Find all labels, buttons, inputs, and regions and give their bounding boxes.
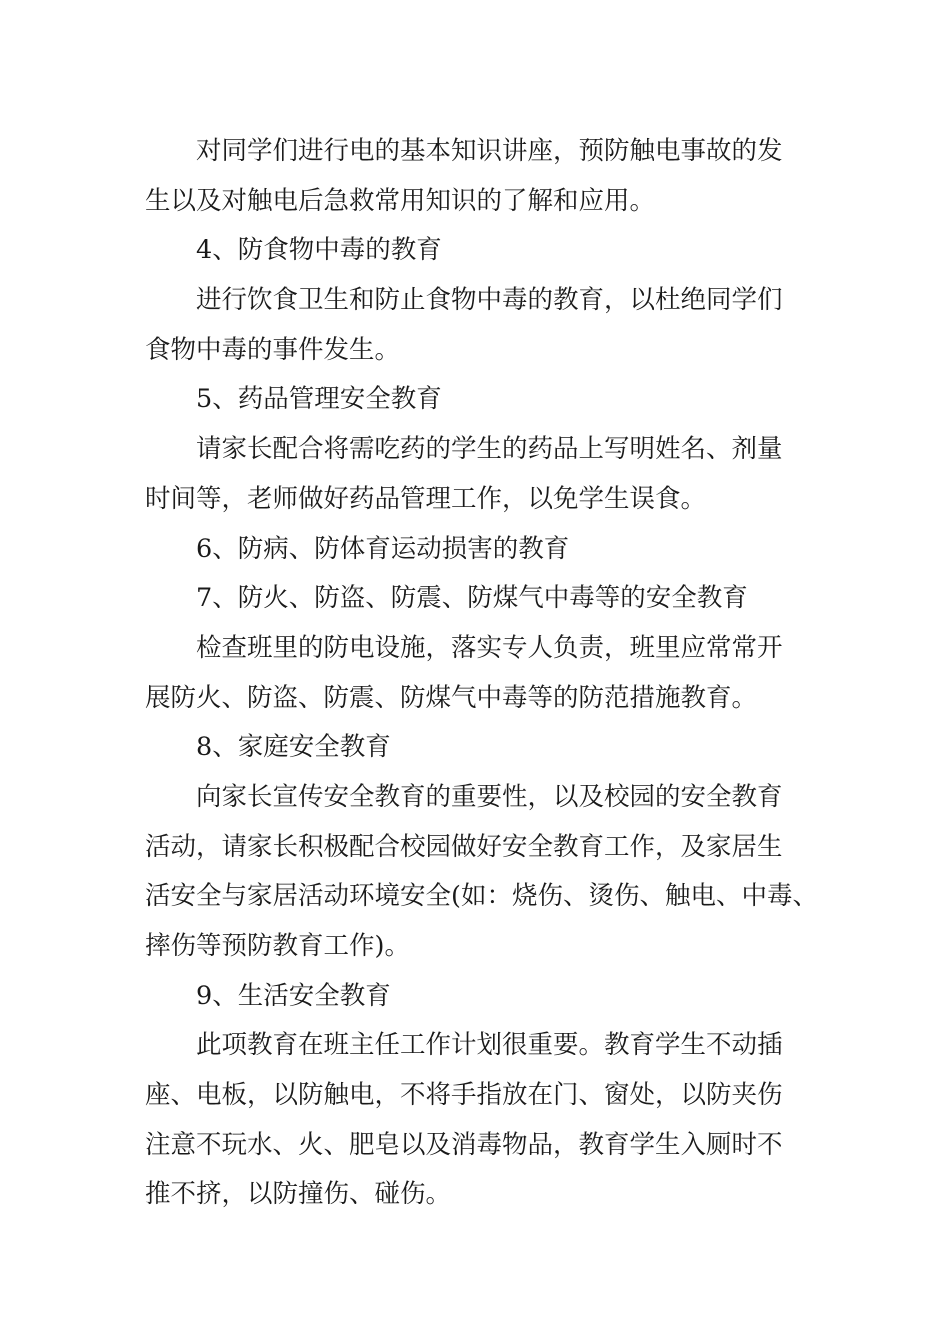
text-line: 展防火、防盗、防震、防煤气中毒等的防范措施教育。 bbox=[145, 682, 758, 713]
section-heading: 4、防食物中毒的教育 bbox=[196, 235, 442, 266]
text-line: 座、电板，以防触电，不将手指放在门、窗处，以防夹伤 bbox=[145, 1080, 783, 1111]
text-line: 活动，请家长积极配合校园做好安全教育工作，及家居生 bbox=[145, 831, 783, 862]
text-line: 生以及对触电后急救常用知识的了解和应用。 bbox=[145, 185, 656, 216]
text-line: 时间等，老师做好药品管理工作，以免学生误食。 bbox=[145, 483, 707, 514]
text-line: 注意不玩水、火、肥皂以及消毒物品，教育学生入厕时不 bbox=[145, 1129, 783, 1160]
document-body bbox=[145, 127, 825, 1220]
section-heading: 6、防病、防体育运动损害的教育 bbox=[196, 533, 570, 564]
text-line: 推不挤，以防撞伤、碰伤。 bbox=[145, 1179, 452, 1210]
text-line: 此项教育在班主任工作计划很重要。教育学生不动插 bbox=[196, 1030, 783, 1061]
section-heading: 7、防火、防盗、防震、防煤气中毒等的安全教育 bbox=[196, 583, 748, 614]
text-line: 请家长配合将需吃药的学生的药品上写明姓名、剂量 bbox=[196, 434, 783, 465]
text-line: 向家长宣传安全教育的重要性，以及校园的安全教育 bbox=[196, 781, 783, 812]
text-line: 食物中毒的事件发生。 bbox=[145, 334, 401, 365]
text-line: 活安全与家居活动环境安全(如：烧伤、烫伤、触电、中毒、 bbox=[145, 881, 818, 912]
text-line: 检查班里的防电设施，落实专人负责，班里应常常开 bbox=[196, 632, 783, 663]
text-line: 进行饮食卫生和防止食物中毒的教育，以杜绝同学们 bbox=[196, 285, 783, 316]
text-line: 对同学们进行电的基本知识讲座，预防触电事故的发 bbox=[196, 136, 783, 166]
section-heading: 8、家庭安全教育 bbox=[196, 732, 391, 763]
text-line: 摔伤等预防教育工作)。 bbox=[145, 931, 410, 961]
section-heading: 5、药品管理安全教育 bbox=[196, 384, 442, 415]
section-heading: 9、生活安全教育 bbox=[196, 980, 391, 1011]
